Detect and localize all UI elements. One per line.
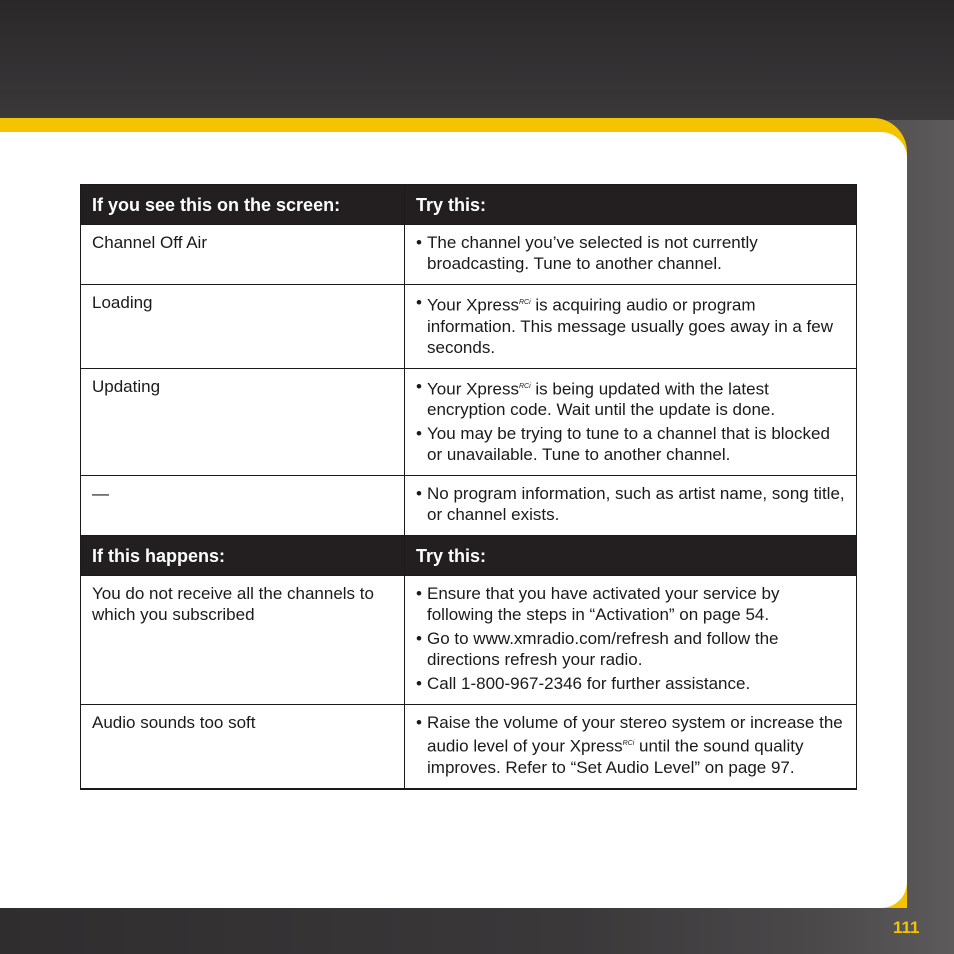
solution-text: Call 1-800-967-2346 for further assistance. xyxy=(427,674,751,694)
bullet-dot-icon: • xyxy=(416,713,422,733)
top-band xyxy=(0,0,954,120)
solution-text: The channel you’ve selected is not currently broadcasting. Tune to another channel. xyxy=(427,233,758,273)
solution-bullet xyxy=(416,292,848,358)
solution-bullet xyxy=(416,628,848,670)
solution-bullet xyxy=(416,376,848,421)
solution-text: You may be trying to tune to a channel that is blocked or unavailable. Tune to another channel. xyxy=(427,424,830,465)
solution-bullet xyxy=(416,232,848,274)
bullet-dot-icon: • xyxy=(416,424,422,444)
solution-cell xyxy=(405,705,857,789)
column-header-solution: Try this: xyxy=(405,185,857,225)
problem-cell: Channel Off Air xyxy=(81,225,405,285)
problem-cell: You do not receive all the channels to which you subscribed xyxy=(81,576,405,705)
solution-bullet xyxy=(416,483,848,525)
table-row xyxy=(81,476,857,536)
trademark-superscript: RCi xyxy=(622,740,635,748)
solution-bullet xyxy=(416,712,848,778)
table-header-row xyxy=(81,536,857,576)
solution-bullet xyxy=(416,673,848,694)
solution-cell xyxy=(405,368,857,476)
solution-text: Your Xpress$^{RCi}$ is acquiring audio or program information. This message usually goes away in a few seconds. xyxy=(427,295,833,357)
solution-cell xyxy=(405,476,857,536)
bullet-dot-icon: • xyxy=(416,484,422,504)
bullet-dot-icon: • xyxy=(416,629,422,649)
bullet-dot-icon: • xyxy=(416,376,422,396)
solution-cell xyxy=(405,285,857,369)
problem-cell: Updating xyxy=(81,368,405,476)
problem-cell: Loading xyxy=(81,285,405,369)
table-row xyxy=(81,225,857,285)
solution-cell xyxy=(405,576,857,705)
bullet-dot-icon: • xyxy=(416,233,422,252)
bullet-dot-icon: • xyxy=(416,293,422,312)
column-header-problem: If you see this on the screen: xyxy=(81,185,405,225)
solution-text: Raise the volume of your stereo system or increase the audio level of your Xpress$^{RCi}$ until the sound quality improves. Refer to “Set Audio Level” on page 97. xyxy=(427,713,843,777)
table-header-row xyxy=(81,185,857,225)
table-row xyxy=(81,285,857,369)
table-row xyxy=(81,705,857,789)
solution-bullet xyxy=(416,583,848,625)
solution-text: Ensure that you have activated your service by following the steps in “Activation” on page 54. xyxy=(427,584,780,625)
solution-cell xyxy=(405,225,857,285)
solution-bullet xyxy=(416,423,848,465)
page-number: 111 xyxy=(893,918,920,937)
solution-text: Go to www.xmradio.com/refresh and follow the directions refresh your radio. xyxy=(427,629,779,670)
trademark-superscript: RCi xyxy=(518,299,531,306)
problem-cell: Audio sounds too soft xyxy=(81,705,405,789)
column-header-solution: Try this: xyxy=(405,536,857,576)
solution-text: No program information, such as artist name, song title, or channel exists. xyxy=(427,484,845,525)
column-header-problem: If this happens: xyxy=(81,536,405,576)
bullet-dot-icon: • xyxy=(416,584,422,604)
problem-cell: — xyxy=(81,476,405,536)
bullet-dot-icon: • xyxy=(416,674,422,694)
table-row xyxy=(81,368,857,476)
troubleshooting-table xyxy=(80,184,857,790)
solution-text: Your Xpress$^{RCi}$ is being updated with the latest encryption code. Wait until the update is done. xyxy=(427,379,776,420)
table-row xyxy=(81,576,857,705)
trademark-superscript: RCi xyxy=(518,382,531,390)
